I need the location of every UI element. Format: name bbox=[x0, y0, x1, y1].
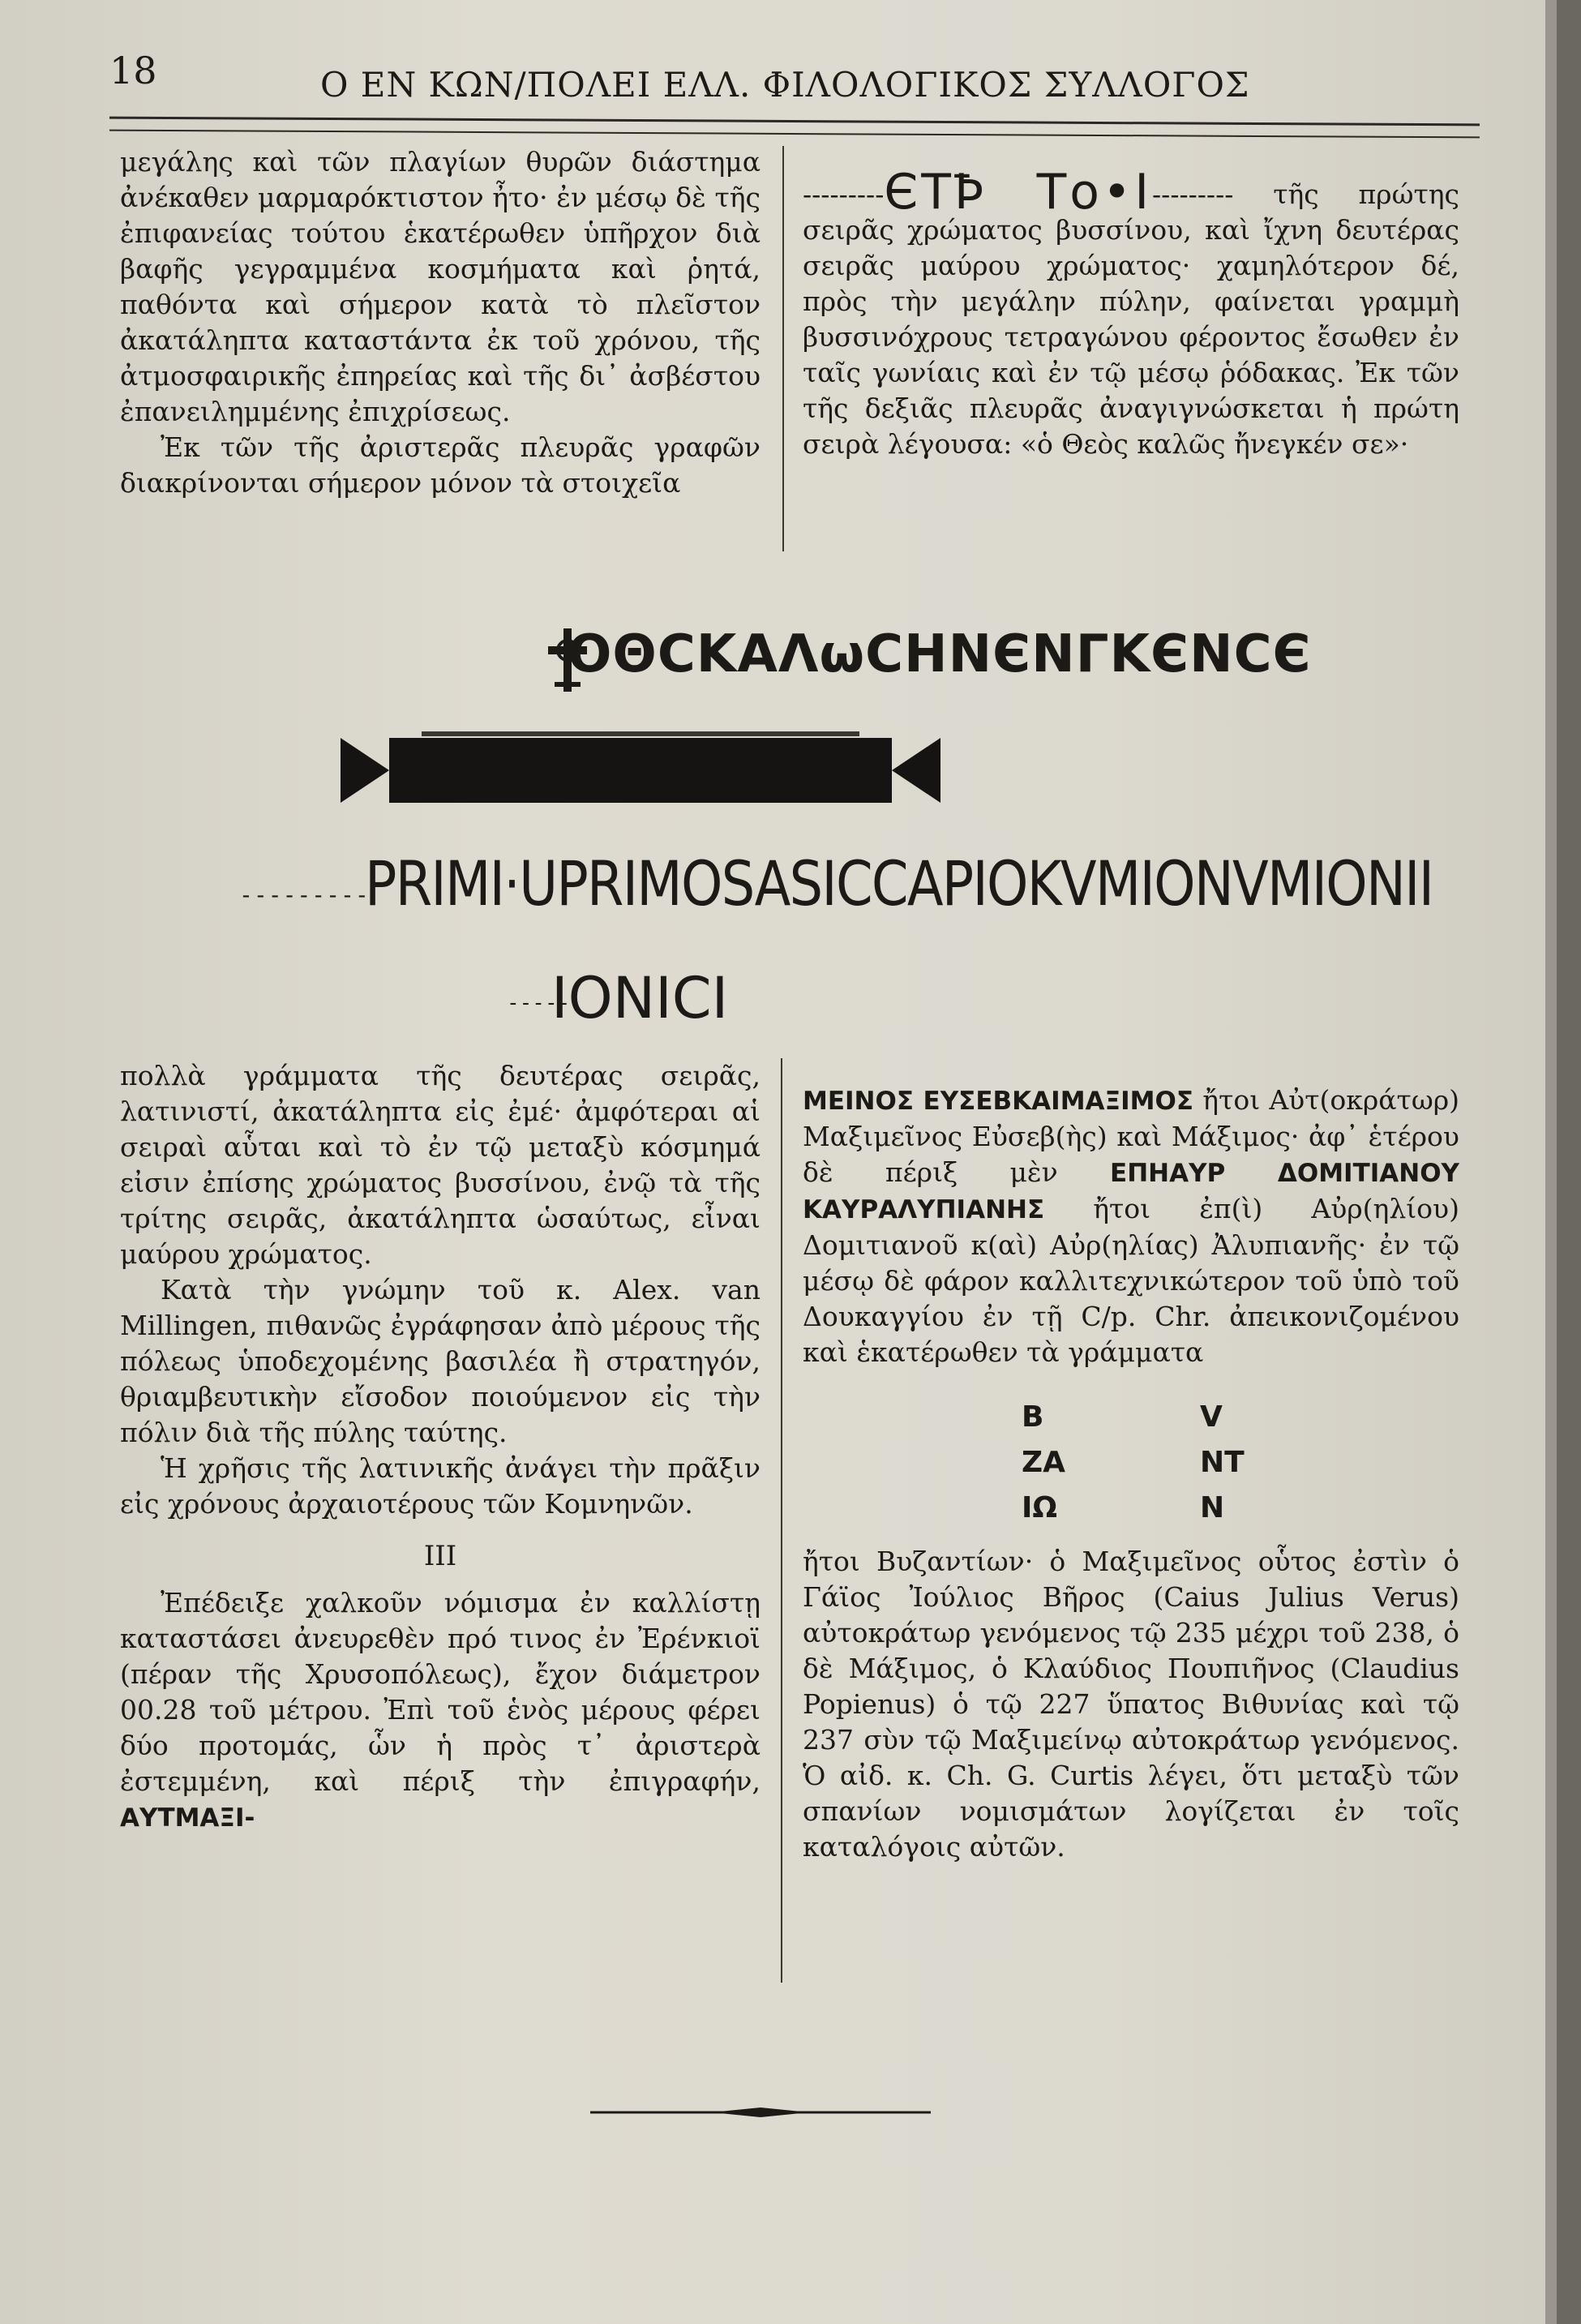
end-ornament-rule-icon bbox=[590, 2104, 931, 2120]
coin-letter-row bbox=[803, 1440, 1459, 1486]
paragraph-text: τῆς πρώτης σειρᾶς χρώματος βυσσίνου, καὶ ἴχνη δευτέρας σειρᾶς μαύρου χρώματος· χαμηλότερον δέ, πρὸς τὴν μεγάλην πύλην, φαίνεται γραμμὴ βυσσινόχρους τετραγώνου φέροντος ἔσωθεν ἐν ταῖς γωνίαις καὶ ἐν τῷ μέσῳ ῥόδακας. Ἐκ τῶν τῆς δεξιᾶς πλευρᾶς ἀναγιγνώσκεται ἡ πρώτη σειρὰ λέγουσα: «ὁ Θεὸς καλῶς ἤνεγκέν σε»· bbox=[803, 178, 1459, 460]
paragraph: πολλὰ γράμματα τῆς δευτέρας σειρᾶς, λατινιστί, ἀκατάληπτα εἰς ἐμέ· ἀμφότεραι αἱ σειραὶ αὗται καὶ τὸ ἐν τῷ μεταξὺ κόσμημά εἰσιν ἐπίσης χρώματος βυσσίνου, ἐνῷ τὰ τῆς τρίτης σειρᾶς, ἀκατάληπτα ὡσαύτως, εἶναι μαύρου χρώματος. bbox=[120, 1060, 761, 1270]
page-edge bbox=[1557, 0, 1581, 2324]
coin-letter-right: V bbox=[1200, 1400, 1223, 1434]
running-head: Ο ΕΝ ΚΩΝ/ΠΟΛΕΙ ΕΛΛ. ΦΙΛΟΛΟΓΙΚΟΣ ΣΥΛΛΟΓΟΣ bbox=[320, 65, 1250, 105]
paragraph-text: ἤτοι ἐπ(ὶ) Αὐρ(ηλίου) Δομιτιανοῦ κ(αὶ) Αὐρ(ηλίας) Ἀλυπιανῆς· ἐν τῷ μέσῳ δὲ φάρον καλλιτεχνικώτερον τοῦ ὑπὸ τοῦ Δουκαγγίου ἐν τῇ C/p. Chr. ἀπεικονιζομένου καὶ ἑκατέρωθεν τὰ γράμματα bbox=[803, 1193, 1459, 1368]
paragraph: μεγάλης καὶ τῶν πλαγίων θυρῶν διάστημα ἀνέκαθεν μαρμαρόκτιστον ἦτο· ἐν μέσῳ δὲ τῆς ἐπιφανείας τούτου ἑκατέρωθεν ὑπῆρχον διὰ βαφῆς γεγραμμένα κοσμήματα καὶ ῥητά, παθόντα καὶ σήμερον κατὰ τὸ πλεῖστον ἀκατάληπτα καταστάντα ἐκ τοῦ χρόνου, τῆς ἀτμοσφαιρικῆς ἐπηρείας καὶ τῆς δι᾽ ἀσβέστου ἐπανειλημμένης ἐπιχρίσεως. bbox=[120, 146, 761, 427]
paragraph bbox=[803, 1083, 1459, 1370]
page-number: 18 bbox=[109, 49, 157, 92]
paragraph-text: Ἐπέδειξε χαλκοῦν νόμισμα ἐν καλλίστῃ καταστάσει ἀνευρεθὲν πρό τινος ἐν Ἐρένκιοϊ (πέραν τῆς Χρυσοπόλεως), ἔχον διάμετρον 00.28 τοῦ μέτρου. Ἐπὶ τοῦ ἑνὸς μέρους φέρει δύο προτομάς, ὧν ἡ πρὸς τ᾽ ἀριστερὰ ἐστεμμένη, καὶ πέριξ τὴν ἐπιγραφήν, bbox=[120, 1587, 761, 1797]
banner-ornament-icon bbox=[341, 730, 940, 808]
inscription-line-2: PRIMI·UPRIMOSASICCAPIOKVMIONVMIONII bbox=[365, 847, 1433, 920]
coin-letter-left: B bbox=[1022, 1400, 1044, 1434]
paragraph bbox=[120, 1585, 761, 1836]
top-left-column bbox=[120, 144, 761, 501]
coin-legend-obverse: ΜΕΙΝΟΣ ΕΥΣΕΒΚΑΙΜΑΞΙΜΟΣ bbox=[803, 1087, 1194, 1116]
inscription-fragment: ЄΤꝤ Το•Ι bbox=[884, 164, 1153, 221]
inscription-line-3-dash: ----- bbox=[507, 991, 571, 1015]
inscription-line-2-dash: --------- bbox=[239, 881, 370, 908]
bottom-left-column bbox=[120, 1058, 761, 1836]
coin-letter-left: IΩ bbox=[1022, 1491, 1057, 1524]
paragraph: Κατὰ τὴν γνώμην τοῦ κ. Alex. van Millingen, πιθανῶς ἐγράφησαν ἀπὸ μέρους τῆς πόλεως ὑποδεχομένης βασιλέα ἢ στρατηγόν, θριαμβευτικὴν εἴσοδον ποιούμενον εἰς τὴν πόλιν διὰ τῆς πύλης ταύτης. bbox=[120, 1274, 761, 1448]
coin-legend-reverse: ΕΠΗΑΥΡ ΔΟΜΙΤΙΑΝΟΥ ΚΑΥΡΑΛΥΠΙΑΝΗΣ bbox=[803, 1159, 1459, 1224]
paragraph-text: ἤτοι Αὐτ(οκράτωρ) Μαξιμεῖνος Εὐσεβ(ὴς) καὶ Μάξιμος· ἀφ᾽ ἑτέρου δὲ πέριξ μὲν bbox=[803, 1084, 1459, 1188]
coin-legend-fragment: ΑΥΤΜΑΞΙ- bbox=[120, 1803, 255, 1833]
header-rule-bottom bbox=[109, 130, 1480, 139]
section-number: III bbox=[423, 1540, 457, 1572]
inscription-line-3: IONICI bbox=[551, 965, 729, 1031]
paragraph bbox=[803, 164, 1459, 462]
header-rule-top bbox=[109, 117, 1480, 126]
coin-letter-right: N bbox=[1200, 1491, 1225, 1524]
top-right-column bbox=[803, 164, 1459, 462]
coin-letter-row bbox=[803, 1395, 1459, 1440]
paragraph: Ἐκ τῶν τῆς ἀριστερᾶς πλευρᾶς γραφῶν διακρίνονται σήμερον μόνον τὰ στοιχεῖα bbox=[120, 431, 761, 499]
bottom-right-column bbox=[803, 1083, 1459, 1865]
coin-letter-right: NT bbox=[1200, 1446, 1245, 1479]
page-edge-shadow bbox=[1545, 0, 1557, 2324]
coin-letter-left: ZA bbox=[1022, 1446, 1065, 1479]
trail-dash: --------- bbox=[1152, 178, 1234, 210]
paragraph: ἤτοι Βυζαντίων· ὁ Μαξιμεῖνος οὗτος ἐστὶν ὁ Γάϊος Ἰούλιος Βῆρος (Caius Julius Verus) αὐτοκράτωρ γενόμενος τῷ 235 μέχρι τοῦ 238, ὁ δὲ Μάξιμος, ὁ Κλαύδιος Πουπιῆνος (Claudius Popienus) ὁ τῷ 227 ὕπατος Βιθυνίας καὶ τῷ 237 σὺν τῷ Μαξιμείνῳ αὐτοκράτωρ γενόμενος. Ὁ αἰδ. κ. Ch. G. Curtis λέγει, ὅτι μεταξὺ τῶν σπανίων νομισμάτων λογίζεται ἐν τοῖς καταλόγοις αὐτῶν. bbox=[803, 1546, 1459, 1863]
column-divider-bottom bbox=[781, 1058, 782, 1983]
lead-dash: --------- bbox=[803, 178, 885, 210]
coin-letter-row bbox=[803, 1486, 1459, 1531]
paragraph: Ἡ χρῆσις τῆς λατινικῆς ἀνάγει τὴν πρᾶξιν εἰς χρόνους ἀρχαιοτέρους τῶν Κομνηνῶν. bbox=[120, 1452, 761, 1520]
inscription-line-1: ΟΘϹΚΑΛωϹΗΝЄΝΓΚЄΝϹЄ bbox=[568, 624, 1312, 684]
column-divider-top bbox=[782, 146, 784, 551]
coin-letters bbox=[803, 1395, 1459, 1531]
